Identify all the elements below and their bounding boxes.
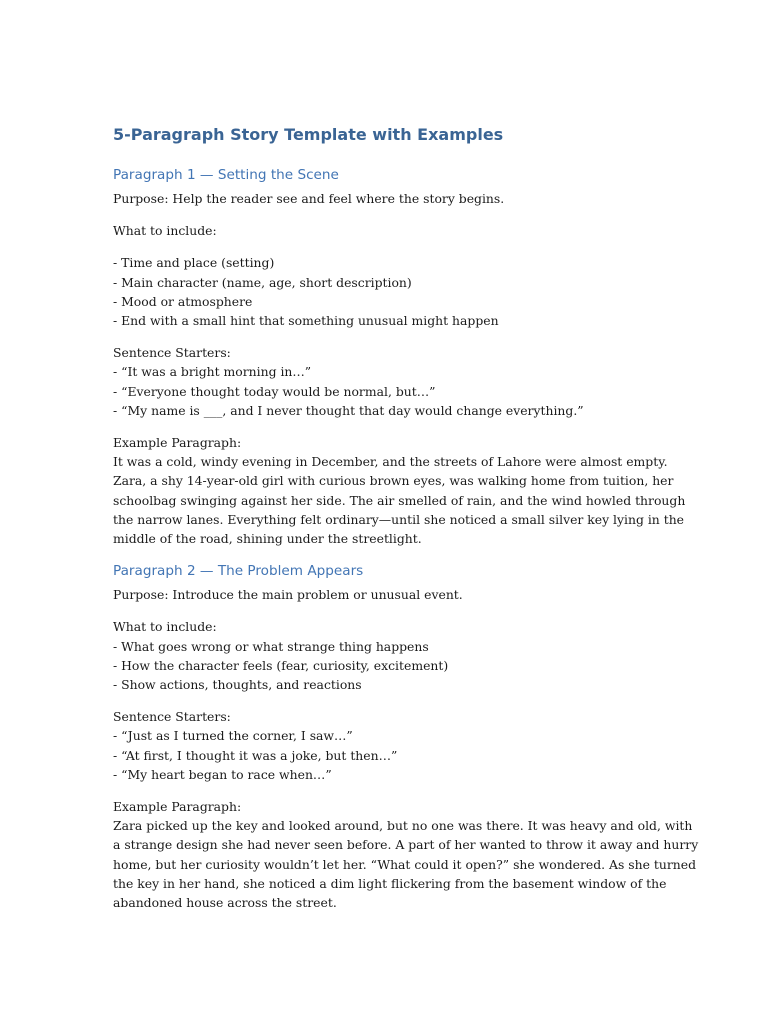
list-item: - “It was a bright morning in…” [113,364,312,380]
list-item: - “My name is ___, and I never thought that day would change everything.” [113,402,584,418]
paragraph-line: Zara picked up the key and looked around, but no one was there. It was heavy and old, with [113,818,693,834]
list-item: - How the character feels (fear, curiosity, excitement) [113,657,449,673]
starters-label: Sentence Starters: [113,345,231,361]
section-paragraph-2 [113,560,699,912]
paragraph-line: abandoned house across the street. [113,895,337,911]
paragraph-line: It was a cold, windy evening in December, and the streets of Lahore were almost empty. [113,454,668,470]
list-item: - Show actions, thoughts, and reactions [113,677,362,693]
list-item: - Main character (name, age, short description) [113,274,412,290]
paragraph-line: the key in her hand, she noticed a dim light flickering from the basement window of the [113,875,667,891]
starters-label: Sentence Starters: [113,709,231,725]
paragraph-line: the narrow lanes. Everything felt ordinary—until she noticed a small silver key lying in the [113,511,685,527]
list-item: - What goes wrong or what strange thing happens [113,638,429,654]
section-heading: Paragraph 2 — The Problem Appears [113,563,364,580]
paragraph-line: schoolbag swinging against her side. The air smelled of rain, and the wind howled through [113,492,686,508]
paragraph-line: Zara, a shy 14-year-old girl with curious brown eyes, was walking home from tuition, her [113,473,674,489]
list-item: - “Everyone thought today would be normal, but…” [113,383,436,399]
list-item: - End with a small hint that something unusual might happen [113,313,499,329]
list-item: - “My heart began to race when…” [113,766,332,782]
paragraph-line: home, but her curiosity wouldn’t let her. “What could it open?” she wondered. As she turned [113,856,697,872]
list-item: - Time and place (setting) [113,255,275,271]
example-paragraph [113,452,686,548]
list-item: - “At first, I thought it was a joke, but then…” [113,747,398,763]
purpose-text: Purpose: Introduce the main problem or unusual event. [113,587,463,603]
include-label: What to include: [113,619,217,635]
section-paragraph-1 [113,164,686,548]
paragraph-line: a strange design she had never seen before. A part of her wanted to throw it away and hurry [113,837,699,853]
list-item: - “Just as I turned the corner, I saw…” [113,728,353,744]
list-item: - Mood or atmosphere [113,293,253,309]
example-label: Example Paragraph: [113,435,242,451]
document-title: 5-Paragraph Story Template with Examples [113,125,504,144]
paragraph-line: middle of the road, shining under the streetlight. [113,531,422,547]
example-paragraph [113,816,699,912]
include-label: What to include: [113,223,217,239]
section-heading: Paragraph 1 — Setting the Scene [113,167,339,183]
example-label: Example Paragraph: [113,799,242,815]
document-page [113,122,699,912]
purpose-text: Purpose: Help the reader see and feel where the story begins. [113,191,505,206]
